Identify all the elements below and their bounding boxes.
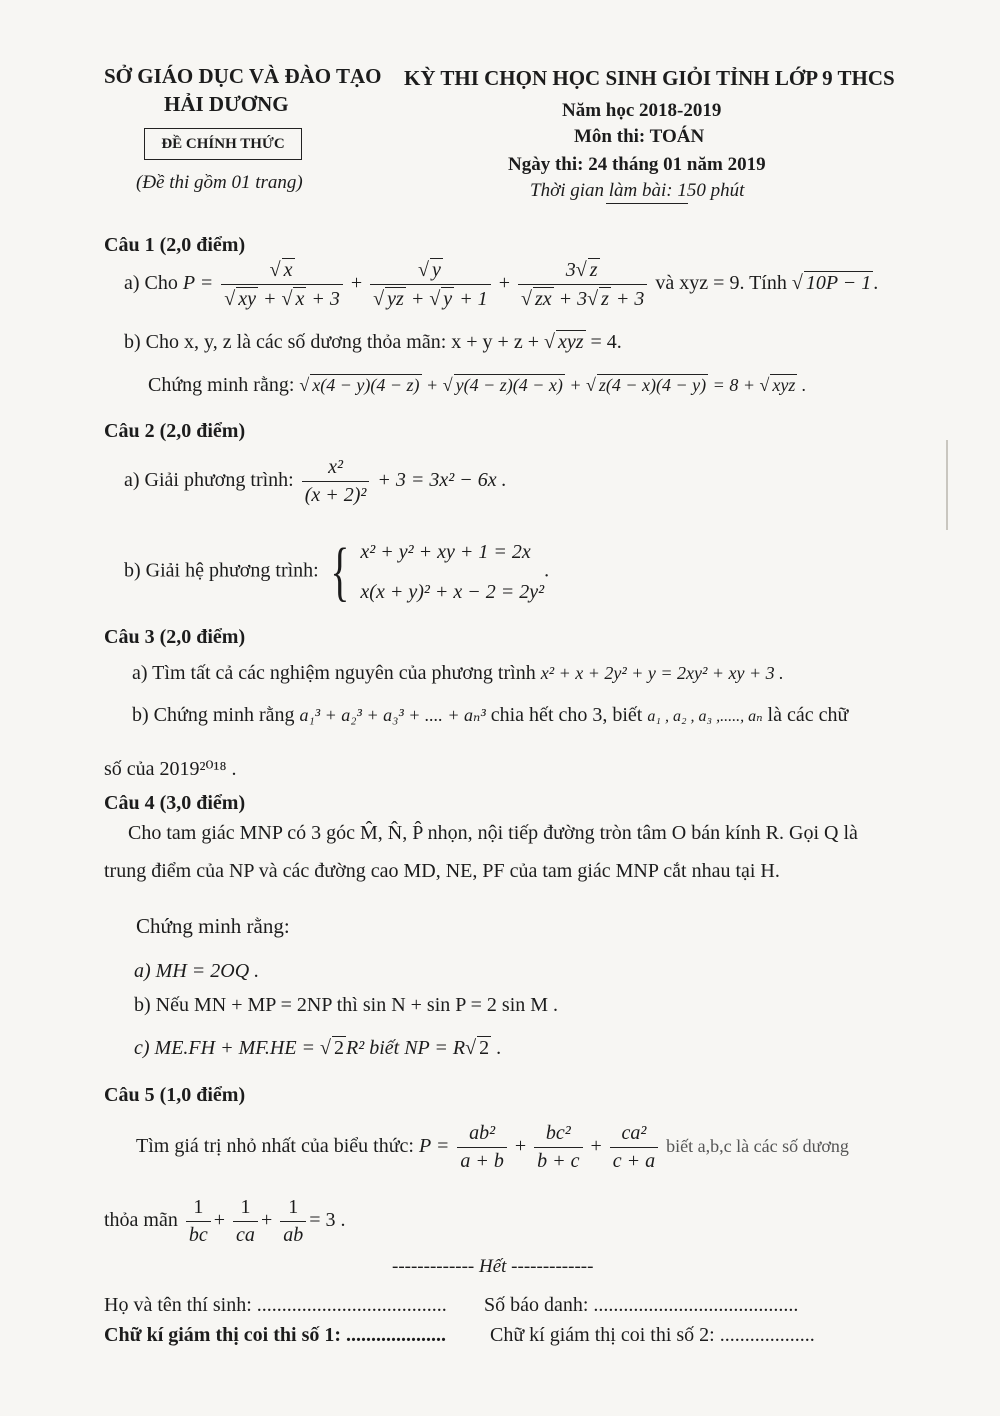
q2b-eq2: x(x + y)² + x − 2 = 2y² [360,581,545,603]
q1b-end: = 4. [585,331,622,353]
department-name: SỞ GIÁO DỤC VÀ ĐÀO TẠO [104,64,382,88]
q4c-prefix: c) ME.FH + MF.HE = [134,1037,321,1059]
q2a-tail: + 3 = 3x² − 6x . [377,469,507,492]
q1a-prefix: a) Cho [124,272,178,295]
q3b-line2: số của 2019²⁰¹⁸ . [104,758,237,780]
province-name: HẢI DƯƠNG [164,92,289,116]
q1b-prove: Chứng minh rằng: [148,374,295,396]
q3b-line1 [132,704,848,727]
q5-cond-frac2: $\frac{1}{ca}$ [233,1196,258,1247]
q3a-eq: x² + x + 2y² + y = 2xy² + xy + 3 . [540,663,784,683]
scan-artifact [946,440,948,530]
q4-prove: Chứng minh rằng: [136,914,290,938]
q2a-frac: $\frac{\text{x²}}{\text{(x + 2)²}}$ [302,456,370,507]
q2b: b) Giải hệ phương trình: { x² + y² + xy + 1 = 2x x(x + y)² + x − 2 = 2y² . [124,532,549,612]
q5-frac3: $\frac{\text{ca²}}{c + a}$ [610,1122,658,1173]
q1b-line2: Chứng minh rằng: √ x(4 − y)(4 − z) + √ y(4 − z)(4 − x) + √ z(4 − x)(4 − y) = 8 + √ xyz . [148,374,807,396]
q5-frac2: $\frac{\text{bc²}}{b + c}$ [534,1122,582,1173]
candidate-number-label: Số báo danh: ......................................... [484,1294,799,1316]
q4c-end: . [491,1037,502,1059]
duration: Thời gian làm bài: 150 phút [530,180,745,201]
q2b-prefix: b) Giải hệ phương trình: [124,559,319,582]
q3b-text2: chia hết cho 3, biết [490,704,643,726]
q1b-text: b) Cho x, y, z là các số dương thỏa mãn: x + y + z + [124,331,544,353]
q2a [124,456,507,507]
proctor-1-signature-label: Chữ kí giám thị coi thi số 1: .................... [104,1324,447,1346]
end-marker: ------------- Hết ------------- [392,1256,594,1277]
q5-cond-frac1: $\frac{1}{bc}$ [186,1196,211,1247]
q5-text1: Tìm giá trị nhỏ nhất của biểu thức: [136,1135,414,1158]
q2-title: Câu 2 (2,0 điểm) [104,420,246,442]
q2b-system [360,532,544,612]
pages-note: (Đề thi gồm 01 trang) [136,172,303,193]
exam-date: Ngày thi: 24 tháng 01 năm 2019 [508,154,766,175]
exam-title: KỲ THI CHỌN HỌC SINH GIỎI TỈNH LỚP 9 THCS [404,66,895,90]
q4-title: Câu 4 (3,0 điểm) [104,792,246,814]
proctor-2-signature-label: Chữ kí giám thị coi thi số 2: ................... [490,1324,815,1346]
q1a-frac3: $\frac{3√ z}{√ zx + 3√ z + 3}$ [518,258,647,311]
q4c-mid: R² biết NP = R [346,1037,466,1059]
q5-text2: biết a,b,c là các số dương [666,1136,849,1157]
q3b-digits: a₁ , a₂ , a₃ ,....., aₙ [647,708,763,725]
q5-text3: thỏa mãn [104,1209,178,1232]
q3a-text: a) Tìm tất cả các nghiệm nguyên của phương trình [132,662,536,684]
q3b-sum: a₁³ + a₂³ + a₃³ + .... + aₙ³ [299,705,486,725]
q5-tail: = 3 . [309,1209,346,1232]
q1a-frac2: $\frac{√ y}{√ yz + √ y + 1}$ [370,258,491,311]
q3b-text1: b) Chứng minh rằng [132,704,295,726]
q4c: c) ME.FH + MF.HE = √ 2 R² biết NP = R√ 2 . [134,1037,502,1059]
q4a: a) MH = 2OQ . [134,960,260,982]
subject: Môn thi: TOÁN [574,126,705,147]
q2a-prefix: a) Giải phương trình: [124,469,294,492]
q4-line1: Cho tam giác MNP có 3 góc M̂, N̂, P̂ nhọn, nội tiếp đường tròn tâm O bán kính R. Gọi Q là [128,822,858,844]
q3a [132,662,784,685]
candidate-name-label: Họ và tên thí sinh: ...................................... [104,1294,447,1316]
duration-underline [606,203,688,204]
q5-frac1: $\frac{\text{ab²}}{a + b}$ [457,1122,507,1173]
q5-title: Câu 5 (1,0 điểm) [104,1084,246,1106]
q5-line2: thỏa mãn $\frac{1}{bc}$ + $\frac{1}{ca}$ + $\frac{1}{ab}$ = 3 . [104,1196,346,1246]
q3b-text3: là các chữ [767,704,849,726]
q1-title: Câu 1 (2,0 điểm) [104,234,246,256]
q4b: b) Nếu MN + MP = 2NP thì sin N + sin P = 2 sin M . [134,994,559,1016]
school-year: Năm học 2018-2019 [562,100,722,121]
q1a-frac1: $\frac{√ x}{√ xy + √ x + 3}$ [221,258,343,311]
q4-line2: trung điểm của NP và các đường cao MD, NE, PF của tam giác MNP cắt nhau tại H. [104,860,780,882]
q1a: a) Cho P = $\frac{√ x}{√ xy + √ x + 3}$ + $\frac{√ y}{√ yz + √ y + 1}$ + $\frac{3√ z}{√ zx + 3√ z + 3}$ và xyz = 9. Tính √ 10P − 1 . [124,259,879,310]
q1b-line1: b) Cho x, y, z là các số dương thỏa mãn: x + y + z + √ xyz = 4. [124,331,622,353]
official-stamp-box: ĐỀ CHÍNH THỨC [144,128,302,160]
q1a-suffix: và xyz = 9. Tính [655,272,787,295]
q5-line1: Tìm giá trị nhỏ nhất của biểu thức: P = $\frac{\text{ab²}}{a + b}$ + $\frac{\text{bc²}}{b + c}$ + $\frac{\text{ca²}}{c + a}$ biết a,b,c là các số dương [136,1122,849,1172]
q5-cond-frac3: $\frac{1}{ab}$ [280,1196,306,1247]
q3-title: Câu 3 (2,0 điểm) [104,626,246,648]
q2b-eq1: x² + y² + xy + 1 = 2x [360,541,531,563]
